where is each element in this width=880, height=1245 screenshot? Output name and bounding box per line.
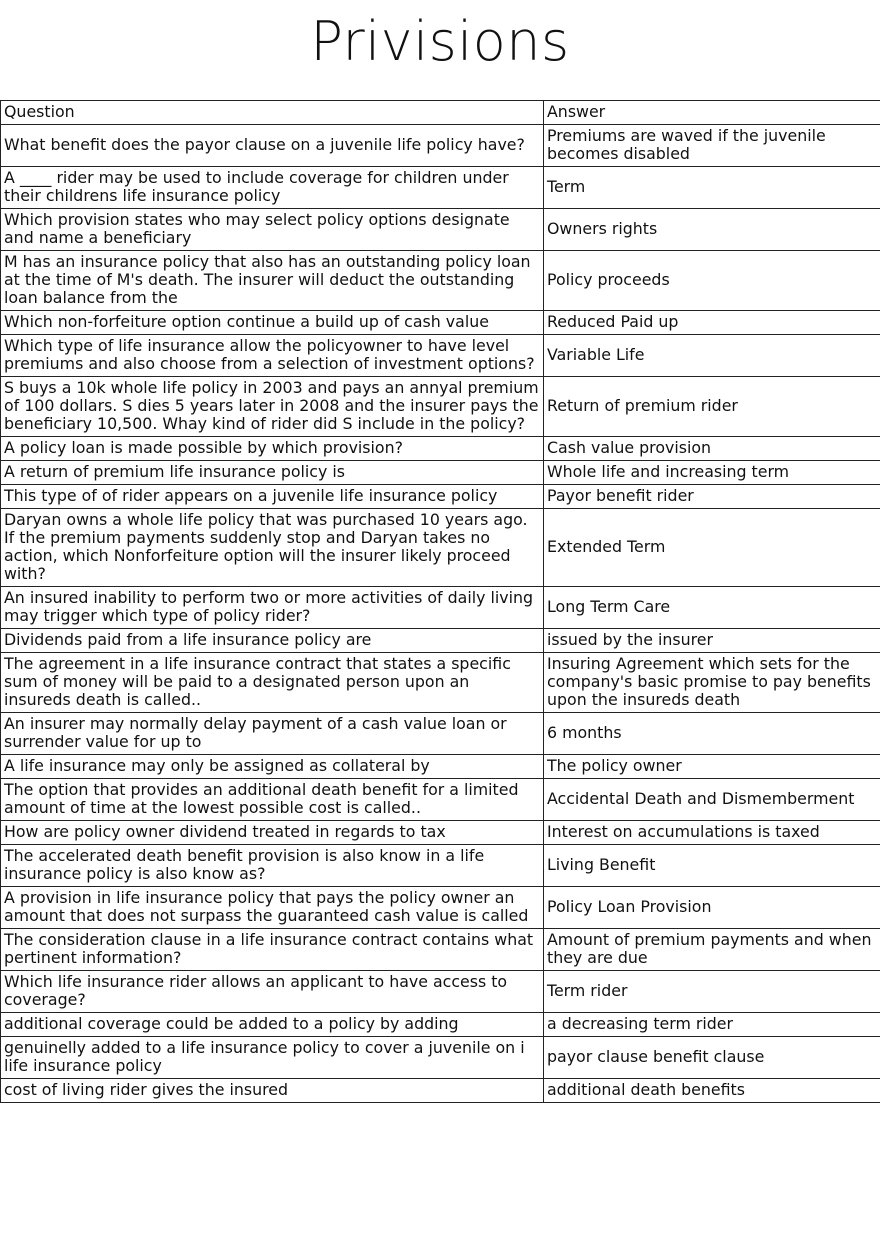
page-title: Privisions [310, 10, 570, 73]
table-row [1, 461, 880, 485]
answer-cell: Long Term Care [544, 587, 880, 629]
answer-cell: issued by the insurer [544, 629, 880, 653]
table-row [1, 311, 880, 335]
answer-cell: Whole life and increasing term [544, 461, 880, 485]
table-row [1, 971, 880, 1013]
table-row [1, 1013, 880, 1037]
table-row [1, 125, 880, 167]
question-cell: This type of of rider appears on a juvenile life insurance policy [1, 485, 544, 509]
answer-cell: Variable Life [544, 335, 880, 377]
table-row [1, 629, 880, 653]
table-row [1, 209, 880, 251]
question-cell: How are policy owner dividend treated in regards to tax [1, 821, 544, 845]
answer-cell: payor clause benefit clause [544, 1037, 880, 1079]
answer-cell: Reduced Paid up [544, 311, 880, 335]
answer-cell: Payor benefit rider [544, 485, 880, 509]
question-cell: The accelerated death benefit provision is also know in a life insurance policy is also know as? [1, 845, 544, 887]
table-row [1, 587, 880, 629]
answer-cell: a decreasing term rider [544, 1013, 880, 1037]
question-cell: An insurer may normally delay payment of a cash value loan or surrender value for up to [1, 713, 544, 755]
table-row [1, 845, 880, 887]
answer-cell: Accidental Death and Dismemberment [544, 779, 880, 821]
question-cell: A provision in life insurance policy that pays the policy owner an amount that does not surpass the guaranteed cash value is called [1, 887, 544, 929]
question-cell: Dividends paid from a life insurance policy are [1, 629, 544, 653]
table-row [1, 335, 880, 377]
question-cell: genuinelly added to a life insurance policy to cover a juvenile on i life insurance policy [1, 1037, 544, 1079]
answer-cell: Cash value provision [544, 437, 880, 461]
table-row [1, 437, 880, 461]
table-row [1, 779, 880, 821]
question-cell: An insured inability to perform two or more activities of daily living may trigger which type of policy rider? [1, 587, 544, 629]
question-cell: A policy loan is made possible by which provision? [1, 437, 544, 461]
answer-cell: Interest on accumulations is taxed [544, 821, 880, 845]
question-cell: The option that provides an additional death benefit for a limited amount of time at the lowest possible cost is called.. [1, 779, 544, 821]
answer-cell: Premiums are waved if the juvenile becomes disabled [544, 125, 880, 167]
answer-cell: Term [544, 167, 880, 209]
question-cell: The agreement in a life insurance contract that states a specific sum of money will be paid to a designated person upon an insureds death is called.. [1, 653, 544, 713]
table-row [1, 887, 880, 929]
table-row [1, 509, 880, 587]
table-body [1, 125, 880, 1103]
answer-cell: 6 months [544, 713, 880, 755]
table-row [1, 485, 880, 509]
answer-cell: additional death benefits [544, 1079, 880, 1103]
table-row [1, 653, 880, 713]
table-row [1, 1037, 880, 1079]
question-cell: Daryan owns a whole life policy that was purchased 10 years ago. If the premium payments suddenly stop and Daryan takes no action, which Nonforfeiture option will the insurer likely proceed with? [1, 509, 544, 587]
answer-cell: Amount of premium payments and when they are due [544, 929, 880, 971]
question-cell: A ____ rider may be used to include coverage for children under their childrens life insurance policy [1, 167, 544, 209]
table-row [1, 713, 880, 755]
answer-cell: Insuring Agreement which sets for the company's basic promise to pay benefits upon the insureds death [544, 653, 880, 713]
table-row [1, 1079, 880, 1103]
qa-table [0, 100, 880, 1103]
table-row [1, 755, 880, 779]
answer-cell: Policy proceeds [544, 251, 880, 311]
table-row [1, 377, 880, 437]
answer-cell: Owners rights [544, 209, 880, 251]
column-header-answer: Answer [544, 101, 880, 125]
table-row [1, 167, 880, 209]
answer-cell: Return of premium rider [544, 377, 880, 437]
question-cell: What benefit does the payor clause on a juvenile life policy have? [1, 125, 544, 167]
question-cell: A life insurance may only be assigned as collateral by [1, 755, 544, 779]
answer-cell: Extended Term [544, 509, 880, 587]
question-cell: A return of premium life insurance policy is [1, 461, 544, 485]
answer-cell: The policy owner [544, 755, 880, 779]
answer-cell: Term rider [544, 971, 880, 1013]
table-header-row [1, 101, 880, 125]
answer-cell: Policy Loan Provision [544, 887, 880, 929]
question-cell: additional coverage could be added to a policy by adding [1, 1013, 544, 1037]
table-row [1, 251, 880, 311]
table-row [1, 821, 880, 845]
column-header-question: Question [1, 101, 544, 125]
answer-cell: Living Benefit [544, 845, 880, 887]
question-cell: Which life insurance rider allows an applicant to have access to coverage? [1, 971, 544, 1013]
question-cell: Which non-forfeiture option continue a build up of cash value [1, 311, 544, 335]
question-cell: M has an insurance policy that also has an outstanding policy loan at the time of M's death. The insurer will deduct the outstanding loan balance from the [1, 251, 544, 311]
table-row [1, 929, 880, 971]
question-cell: The consideration clause in a life insurance contract contains what pertinent information? [1, 929, 544, 971]
question-cell: S buys a 10k whole life policy in 2003 and pays an annyal premium of 100 dollars. S dies 5 years later in 2008 and the insurer pays the beneficiary 10,500. Whay kind of rider did S include in the policy? [1, 377, 544, 437]
question-cell: cost of living rider gives the insured [1, 1079, 544, 1103]
question-cell: Which provision states who may select policy options designate and name a beneficiary [1, 209, 544, 251]
question-cell: Which type of life insurance allow the policyowner to have level premiums and also choose from a selection of investment options? [1, 335, 544, 377]
